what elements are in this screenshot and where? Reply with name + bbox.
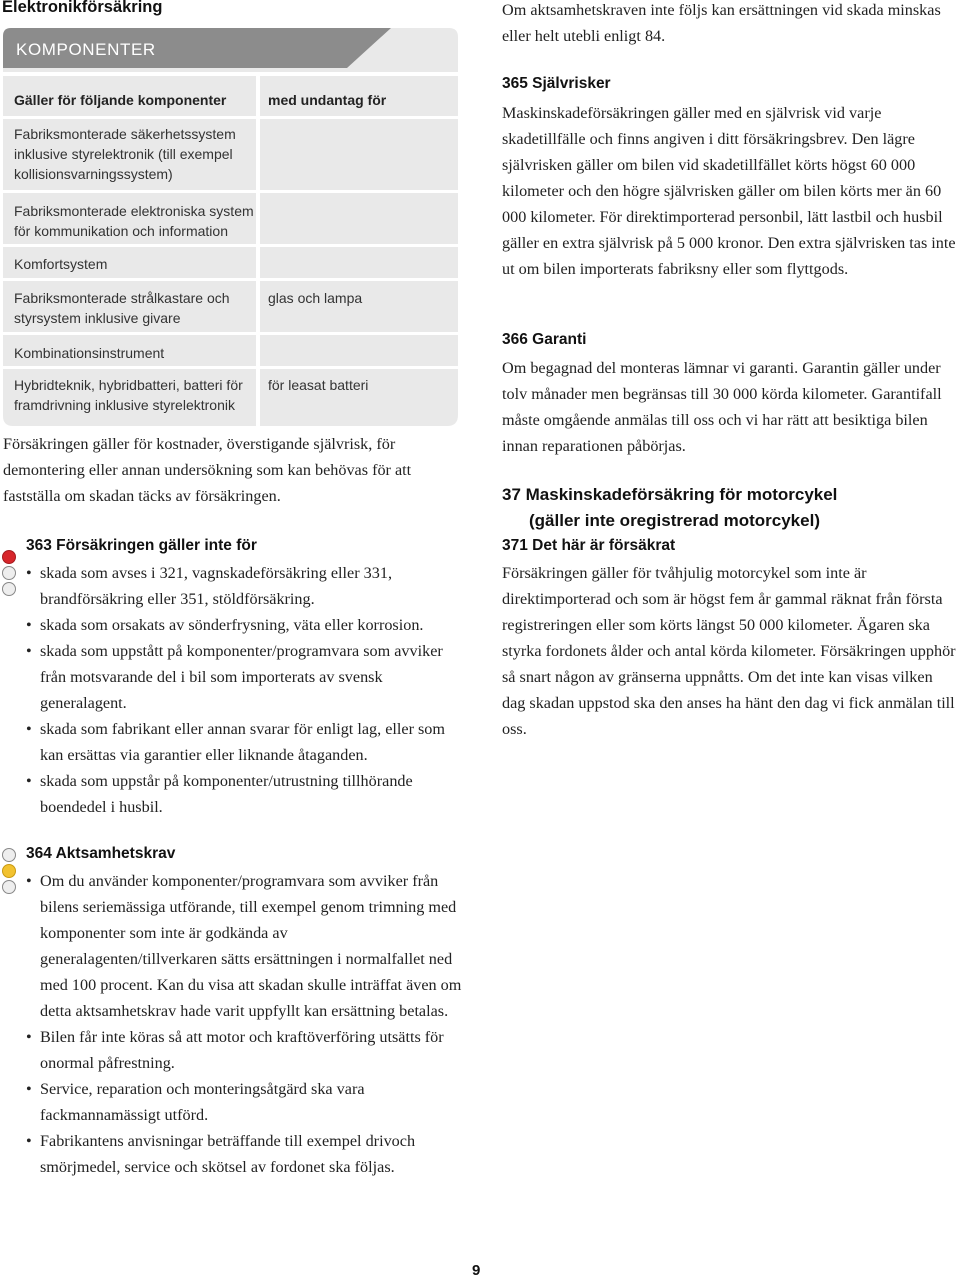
intro-paragraph: Försäkringen gäller för kostnader, överstigande självrisk, för demontering eller annan undersökning som kan behövas för att fastställa om skadan täcks av försäkringen.: [3, 435, 412, 505]
list-item: • Bilen får inte köras så att motor och kraftöverföring utsätts för onormal påfrestning.: [26, 1024, 466, 1076]
traffic-light-yellow-icon: [2, 848, 16, 896]
list-item: • skada som uppstått på komponenter/programvara som avviker från motsvarande del i bil som importerats av svensk generalagent.: [26, 638, 466, 716]
section-366-text: Om begagnad del monteras lämnar vi garanti. Garantin gäller under tolv månader men begränsas till 30 000 körda kilometer. Garantifall måste omgående anmälas till oss och vi har rätt att besiktiga bilen innan reparationen påbörjas.: [502, 359, 942, 455]
section-365-heading: 365 Självrisker: [502, 75, 611, 92]
section-363-list: [26, 560, 466, 820]
section-37-heading: 37 Maskinskadeförsäkring för motorcykel: [502, 485, 838, 504]
list-item: • skada som orsakats av sönderfrysning, väta eller korrosion.: [26, 612, 466, 638]
section-365-text: Maskinskadeförsäkringen gäller med en självrisk vid varje skadetillfälle och finns angiven i ditt försäkringsbrev. Den lägre självrisken gäller om bilen vid skadetillfället körts högst 60 000 kilometer och den högre självrisken gäller om bilen körts mer än 60 000 kilometer. För direktimporterad personbil, lätt lastbil och husbil gäller en extra självrisk på 5 000 kronor. Den extra självrisken tas inte ut om bilen importerats fabriksny eller som flyttgods.: [502, 104, 956, 278]
list-item: • skada som fabrikant eller annan svarar för enligt lag, eller som kan ersättas via garantier eller liknande åtaganden.: [26, 716, 466, 768]
list-item: • skada som uppstår på komponenter/utrustning tillhörande boendedel i husbil.: [26, 768, 466, 820]
traffic-light-red-icon: [2, 550, 16, 598]
component-cell: Fabriksmonterade säkerhetssystem inklusive styrelektronik (till exempel kollisionsvarningssystem): [14, 126, 236, 182]
section-37-subheading: (gäller inte oregistrerad motorcykel): [529, 511, 820, 530]
right-top-paragraph: Om aktsamhetskraven inte följs kan ersättningen vid skada minskas eller helt utebli enligt 84.: [502, 1, 941, 45]
section-364-list: [26, 868, 466, 1180]
section-363-heading: 363 Försäkringen gäller inte för: [26, 537, 257, 554]
list-item: • Service, reparation och monteringsåtgärd ska vara fackmannamässigt utförd.: [26, 1076, 466, 1128]
column-header-components: Gäller för följande komponenter: [14, 92, 227, 108]
list-item: • skada som avses i 321, vagnskadeförsäkring eller 331, brandförsäkring eller 351, stöldförsäkring.: [26, 560, 466, 612]
list-item: • Fabrikantens anvisningar beträffande till exempel drivoch smörjmedel, service och skötsel av fordonet ska följas.: [26, 1128, 466, 1180]
component-cell: Komfortsystem: [14, 256, 108, 272]
component-cell: Kombinationsinstrument: [14, 345, 165, 361]
section-371-heading: 371 Det här är försäkrat: [502, 537, 676, 554]
component-cell: Hybridteknik, hybridbatteri, batteri för framdrivning inklusive styrelektronik: [14, 377, 243, 413]
components-title: KOMPONENTER: [16, 40, 156, 59]
section-364-heading: 364 Aktsamhetskrav: [26, 845, 176, 862]
document-header: Elektronikförsäkring: [2, 0, 163, 16]
column-header-exceptions: med undantag för: [268, 92, 387, 108]
exception-cell: för leasat batteri: [268, 377, 369, 393]
component-cell: Fabriksmonterade strålkastare och styrsystem inklusive givare: [14, 290, 230, 326]
page-number: 9: [472, 1262, 481, 1279]
components-table: [3, 28, 458, 426]
section-366-heading: 366 Garanti: [502, 331, 587, 348]
component-cell: Fabriksmonterade elektroniska system för kommunikation och information: [14, 203, 254, 239]
list-item: • Om du använder komponenter/programvara som avviker från bilens seriemässiga utförande, till exempel genom trimning med komponenter som inte är godkända av generalagenten/tillverkaren sätts ersättningen i normalfallet ned med 100 procent. Kan du visa att skadan skulle inträffat även om detta aktsamhetskrav hade varit uppfyllt kan ersättning betalas.: [26, 868, 466, 1024]
exception-cell: glas och lampa: [268, 290, 363, 306]
section-371-text: Försäkringen gäller för tvåhjulig motorcykel som inte är direktimporterad och som är högst fem år gammal räknat från första registreringen eller som körts längst 50 000 kilometer. Ägaren ska styrka fordonets ålder och antal körda kilometer. Försäkringen upphör så snart någon av gränserna uppnåtts. Om det inte kan visas vilken dag skadan uppstod ska den anses ha hänt den dag vi fick anmälan till oss.: [502, 564, 956, 738]
